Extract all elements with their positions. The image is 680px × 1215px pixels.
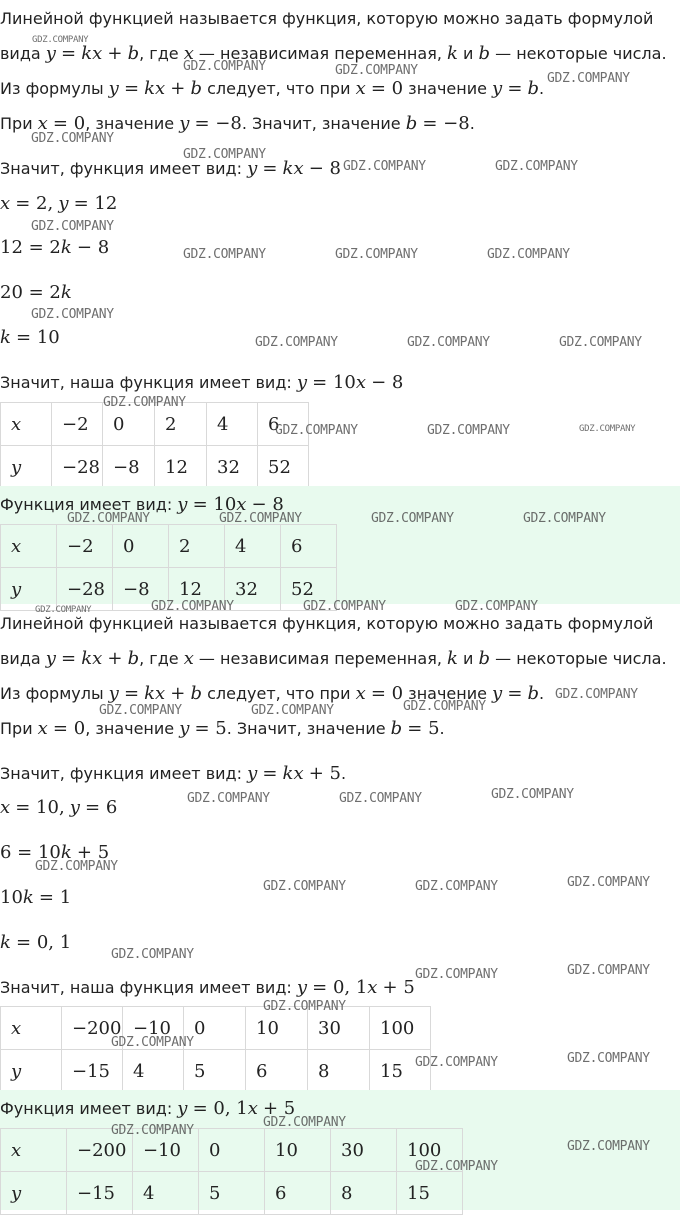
watermark: GDZ.COMPANY <box>567 875 650 890</box>
table-cell: −15 <box>62 1050 123 1093</box>
p2-line-5: Значит, функция имеет вид: y = kx + 5. <box>0 763 347 784</box>
p2-line-1: Линейной функцией называется функция, которую можно задать формулой <box>0 614 654 633</box>
watermark: GDZ.COMPANY <box>415 1159 498 1174</box>
p1-line-3: Из формулы y = kx + b следует, что при x = 0 значение y = b. <box>0 78 545 99</box>
table-cell: y <box>1 446 52 489</box>
p2-answer-text: Функция имеет вид: y = 0, 1x + 5 <box>0 1098 296 1119</box>
watermark: GDZ.COMPANY <box>339 791 422 806</box>
table-cell: 15 <box>370 1050 431 1093</box>
watermark: GDZ.COMPANY <box>415 879 498 894</box>
table-cell: −10 <box>133 1129 199 1172</box>
watermark: GDZ.COMPANY <box>495 159 578 174</box>
table-cell: 10 <box>265 1129 331 1172</box>
table-cell: 0 <box>199 1129 265 1172</box>
table-cell: 2 <box>169 525 225 568</box>
table-row <box>1 1050 431 1093</box>
watermark: GDZ.COMPANY <box>187 791 270 806</box>
table-cell: −10 <box>123 1007 184 1050</box>
table-cell: 100 <box>370 1007 431 1050</box>
watermark: GDZ.COMPANY <box>455 599 538 614</box>
watermark: GDZ.COMPANY <box>67 511 150 526</box>
watermark: GDZ.COMPANY <box>275 423 358 438</box>
table-cell: 5 <box>199 1172 265 1215</box>
watermark: GDZ.COMPANY <box>303 599 386 614</box>
table-row <box>1 525 337 568</box>
table-cell: −28 <box>52 446 103 489</box>
table-cell: −200 <box>67 1129 133 1172</box>
table-cell: 2 <box>155 403 207 446</box>
watermark: GDZ.COMPANY <box>335 247 418 262</box>
p2-line-6: Значит, наша функция имеет вид: y = 0, 1x + 5 <box>0 977 415 998</box>
p1-line-1: Линейной функцией называется функция, которую можно задать формулой <box>0 9 654 28</box>
watermark: GDZ.COMPANY <box>183 59 266 74</box>
p2-eq-2: 6 = 10k + 5 <box>0 842 110 863</box>
watermark: GDZ.COMPANY <box>371 511 454 526</box>
table-row <box>1 1129 463 1172</box>
table-cell: 30 <box>331 1129 397 1172</box>
table-cell: x <box>1 403 52 446</box>
table-cell: x <box>1 525 57 568</box>
table-cell: 0 <box>113 525 169 568</box>
watermark: GDZ.COMPANY <box>567 1139 650 1154</box>
table-cell: 52 <box>258 446 309 489</box>
table-row <box>1 1172 463 1215</box>
watermark: GDZ.COMPANY <box>559 335 642 350</box>
table-cell: 0 <box>103 403 155 446</box>
table-cell: −2 <box>52 403 103 446</box>
watermark: GDZ.COMPANY <box>407 335 490 350</box>
p1-answer-text: Функция имеет вид: y = 10x − 8 <box>0 494 284 515</box>
watermark: GDZ.COMPANY <box>547 71 630 86</box>
watermark: GDZ.COMPANY <box>35 859 118 874</box>
watermark: GDZ.COMPANY <box>491 787 574 802</box>
table-cell: 5 <box>184 1050 246 1093</box>
table-cell: 6 <box>265 1172 331 1215</box>
watermark: GDZ.COMPANY <box>487 247 570 262</box>
table-cell: 4 <box>225 525 281 568</box>
p1-value-table <box>0 402 309 489</box>
watermark: GDZ.COMPANY <box>415 1055 498 1070</box>
table-cell: 15 <box>397 1172 463 1215</box>
watermark: GDZ.COMPANY <box>219 511 302 526</box>
watermark: GDZ.COMPANY <box>523 511 606 526</box>
table-cell: y <box>1 1050 62 1093</box>
table-row <box>1 446 309 489</box>
watermark: GDZ.COMPANY <box>32 35 89 45</box>
table-cell: −15 <box>67 1172 133 1215</box>
watermark: GDZ.COMPANY <box>35 605 92 615</box>
p1-eq-2: 12 = 2k − 8 <box>0 237 110 258</box>
watermark: GDZ.COMPANY <box>111 947 194 962</box>
p1-answer-table <box>0 524 337 611</box>
p2-line-2: вида y = kx + b, где x — независимая переменная, k и b — некоторые числа. <box>0 648 667 669</box>
p2-line-3: Из формулы y = kx + b следует, что при x = 0 значение y = b. <box>0 683 545 704</box>
watermark: GDZ.COMPANY <box>111 1035 194 1050</box>
table-cell: 6 <box>246 1050 308 1093</box>
p1-line-4: При x = 0, значение y = −8. Значит, значение b = −8. <box>0 113 475 134</box>
table-cell: 10 <box>246 1007 308 1050</box>
watermark: GDZ.COMPANY <box>263 879 346 894</box>
watermark: GDZ.COMPANY <box>555 687 638 702</box>
table-cell: −200 <box>62 1007 123 1050</box>
p2-eq-4: k = 0, 1 <box>0 932 72 953</box>
watermark: GDZ.COMPANY <box>31 131 114 146</box>
watermark: GDZ.COMPANY <box>263 999 346 1014</box>
table-cell: 32 <box>225 568 281 611</box>
watermark: GDZ.COMPANY <box>335 63 418 78</box>
table-cell: 52 <box>281 568 337 611</box>
table-cell: −28 <box>57 568 113 611</box>
p2-eq-3: 10k = 1 <box>0 887 72 908</box>
table-cell: 6 <box>258 403 309 446</box>
p2-value-table <box>0 1006 431 1093</box>
table-cell: x <box>1 1007 62 1050</box>
watermark: GDZ.COMPANY <box>415 967 498 982</box>
table-cell: 0 <box>184 1007 246 1050</box>
table-cell: −2 <box>57 525 113 568</box>
table-cell: y <box>1 568 57 611</box>
watermark: GDZ.COMPANY <box>31 307 114 322</box>
p1-eq-4: k = 10 <box>0 327 60 348</box>
watermark: GDZ.COMPANY <box>567 963 650 978</box>
watermark: GDZ.COMPANY <box>183 247 266 262</box>
p1-line-5: Значит, функция имеет вид: y = kx − 8 <box>0 158 341 179</box>
p1-eq-3: 20 = 2k <box>0 282 72 303</box>
p2-eq-1: x = 10, y = 6 <box>0 797 118 818</box>
table-cell: 12 <box>169 568 225 611</box>
table-cell: 12 <box>155 446 207 489</box>
table-cell: 6 <box>281 525 337 568</box>
table-cell: 8 <box>308 1050 370 1093</box>
p1-line-6: Значит, наша функция имеет вид: y = 10x − 8 <box>0 372 404 393</box>
p1-eq-1: x = 2, y = 12 <box>0 193 118 214</box>
watermark: GDZ.COMPANY <box>183 147 266 162</box>
table-cell: 100 <box>397 1129 463 1172</box>
p1-line-2: вида y = kx + b, где x — независимая переменная, k и b — некоторые числа. <box>0 43 667 64</box>
watermark: GDZ.COMPANY <box>263 1115 346 1130</box>
p2-answer-table <box>0 1128 463 1215</box>
watermark: GDZ.COMPANY <box>103 395 186 410</box>
watermark: GDZ.COMPANY <box>579 424 636 434</box>
watermark: GDZ.COMPANY <box>151 599 234 614</box>
table-cell: 4 <box>207 403 258 446</box>
table-cell: 30 <box>308 1007 370 1050</box>
watermark: GDZ.COMPANY <box>403 699 486 714</box>
watermark: GDZ.COMPANY <box>99 703 182 718</box>
watermark: GDZ.COMPANY <box>567 1051 650 1066</box>
watermark: GDZ.COMPANY <box>343 159 426 174</box>
watermark: GDZ.COMPANY <box>111 1123 194 1138</box>
watermark: GDZ.COMPANY <box>251 703 334 718</box>
table-cell: −8 <box>103 446 155 489</box>
table-cell: 4 <box>123 1050 184 1093</box>
table-cell: 4 <box>133 1172 199 1215</box>
table-cell: −8 <box>113 568 169 611</box>
watermark: GDZ.COMPANY <box>255 335 338 350</box>
watermark: GDZ.COMPANY <box>427 423 510 438</box>
table-cell: 8 <box>331 1172 397 1215</box>
watermark: GDZ.COMPANY <box>31 219 114 234</box>
table-cell: 32 <box>207 446 258 489</box>
table-cell: x <box>1 1129 67 1172</box>
table-row <box>1 1007 431 1050</box>
p2-line-4: При x = 0, значение y = 5. Значит, значение b = 5. <box>0 718 445 739</box>
table-cell: y <box>1 1172 67 1215</box>
